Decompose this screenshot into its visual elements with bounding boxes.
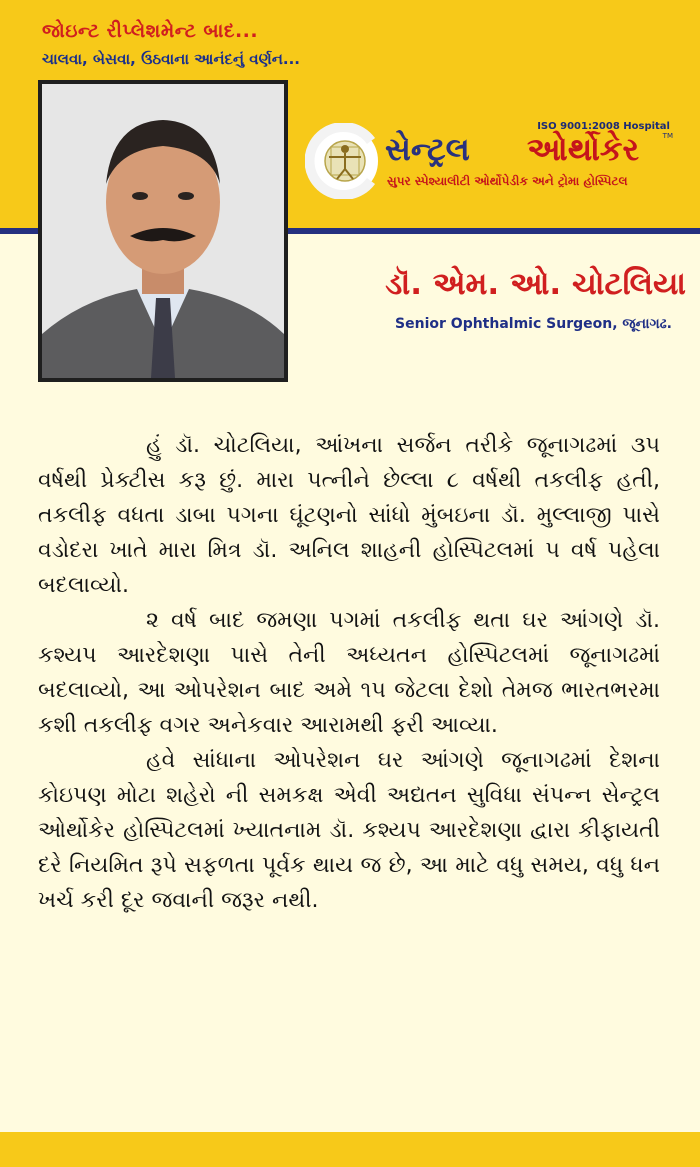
doctor-photo [38,80,288,382]
doctor-name: ડૉ. એમ. ઓ. ચોટલિયા [385,266,686,302]
headline: જોઇન્ટ રીપ્લેશમેન્ટ બાદ... [42,20,259,42]
brand-name-part2: ઓર્થોકેર [527,130,640,168]
doctor-title: Senior Ophthalmic Surgeon, જૂનાગઢ. [395,316,672,332]
footer-band [0,1138,700,1167]
paragraph-1: હું ડૉ. ચોટલિયા, આંખના સર્જન તરીકે જૂનાગઢમાં ૩૫ વર્ષથી પ્રેક્ટીસ કરૂ છું. મારા પત્નીને છેલ્લા ૮ વર્ષથી તકલીફ હતી, તકલીફ વધતા ડાબા પગના ઘૂંટણનો સાંધો મુંબઇના ડૉ. મુલ્લાજી પાસે વડોદરા ખાતે મારા મિત્ર ડૉ. અનિલ શાહની હોસ્પિટલમાં ૫ વર્ષ પહેલા બદલાવ્યો. [38,433,660,598]
vitruvian-circle-icon [305,123,381,199]
trademark-label: TM [662,132,673,140]
doctor-portrait-image [42,84,284,378]
brand-name-part1: સેન્ટ્રલ [385,130,470,168]
iso-label: ISO 9001:2008 Hospital [537,121,670,132]
subheadline: ચાલવા, બેસવા, ઉઠવાના આનંદનું વર્ણન... [42,50,300,68]
brand-tagline: સુપર સ્પેશ્યાલીટી ઓર્થોપેડીક અને ટ્રોમા હોસ્પિટલ [387,174,628,188]
paragraph-2: ૨ વર્ષ બાદ જમણા પગમાં તકલીફ થતા ઘર આંગણે ડૉ. કશ્યપ આરદેશણા પાસે તેની અધ્યતન હોસ્પિટલમાં જૂનાગઢમાં બદલાવ્યો, આ ઓપરેશન બાદ અમે ૧૫ જેટલા દેશો તેમજ ભારતભરમા કશી તકલીફ વગર અનેકવાર આરામથી ફરી આવ્યા. [38,608,660,738]
paragraph-3: હવે સાંધાના ઓપરેશન ઘર આંગણે જૂનાગઢમાં દેશના કોઇપણ મોટા શહેરો ની સમકક્ષ એવી અદ્યતન સુવિધા સંપન્ન સેન્ટ્રલ ઓર્થોકેર હોસ્પિટલમાં ખ્યાતનામ ડૉ. કશ્યપ આરદેશણા દ્વારા કીફાયતી દરે નિયમિત રૂપે સફળતા પૂર્વક થાય જ છે, આ માટે વધુ સમય, વધુ ધન ખર્ચ કરી દૂર જવાની જરૂર નથી. [38,748,660,913]
hospital-logo [305,118,685,210]
testimonial-body [38,428,660,918]
